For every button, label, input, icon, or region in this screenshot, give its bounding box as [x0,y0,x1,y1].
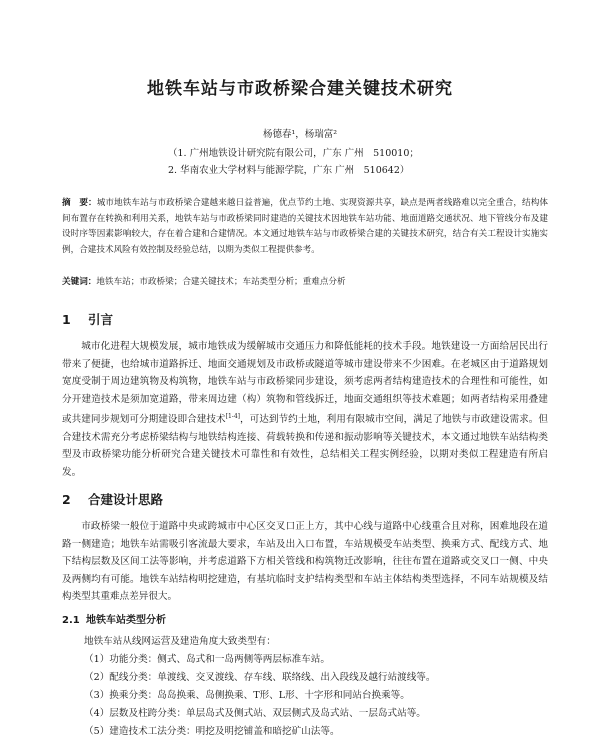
keywords-label: 关键词： [62,277,97,287]
section-1-title: 引言 [88,312,114,327]
affiliation-2: 2. 华南农业大学材料与能源学院，广东 广州 510642） [168,165,410,176]
section-2-heading [62,490,163,508]
section-2-number: 2 [62,492,71,507]
keywords-text: 地铁车站；市政桥梁；合建关键技术；车站类型分析；重难点分析 [96,277,346,287]
section-2-title: 合建设计思路 [88,492,164,507]
list-item: （5）建造技术工法分类：明挖及明挖铺盖和暗挖矿山法等。 [84,726,340,737]
list-item: （1）功能分类：侧式、岛式和一岛两侧等两层标准车站。 [84,654,330,665]
subsection-intro: 地铁车站从线网运营及建造角度大致类型有： [84,636,276,647]
author-line: 杨德春¹，杨瑞富² [262,129,338,140]
subsection-2-1-number: 2.1 [62,615,80,626]
affiliation-1: （1. 广州地铁设计研究院有限公司，广东 广州 510010； [168,148,419,159]
section-1-heading [62,310,113,328]
abstract-label: 摘 要： [62,198,97,208]
keywords [62,275,548,287]
paper-title: 地铁车站与市政桥梁合建关键技术研究 [147,79,453,99]
section-1-paragraph [62,338,548,481]
list-item: （4）层数及柱跨分类：单层岛式及侧式站、双层侧式及岛式站、一层岛式站等。 [84,708,426,719]
list-item: （2）配线分类：单渡线、交叉渡线、存车线、联络线、出入段线及越行站渡线等。 [84,672,436,683]
station-type-list [84,651,435,741]
subsection-2-1-title: 地铁车站类型分析 [86,615,166,626]
section-1-number: 1 [62,312,71,327]
abstract-text: 城市地铁车站与市政桥梁合建越来越日益普遍，优点节约土地、实现资源共享，缺点是两者线路难以完全重合，结构体间布置存在转换和利用关系，地铁车站与市政桥梁同时建造的关键技术因地铁车站功能、地面道路交通状况、地下管线分布及建设时序等因素影响较大，存在着合建和合建情况。本文通过地铁车站与市政桥梁合建的关键技术研究，结合有关工程设计实施实例，合建技术风险有效控制及经验总结，以期为类似工程提供参考。 [62,198,548,255]
section-1-text-end: ，可达到节约土地，利用有限城市空间，满足了地铁与市政建设需求。但合建技术需充分考虑桥梁结构与地铁结构连接、荷载转换和传递和振动影响等关键技术，本文通过地铁车站结构类型及市政桥梁功能分析研究合建关键技术可靠性和有效性，总结相关工程实例经验，以期对类似工程建造有所启发。 [62,414,549,478]
section-2-paragraph: 市政桥梁一般位于道路中央或跨城市中心区交叉口正上方，其中心线与道路中心线重合且对称，困难地段在道路一侧建造；地铁车站需吸引客流最大要求，车站及出入口布置，车站规模受车站类型、换乘方式、配线方式、地下结构层数及区间工法等影响，并考虑道路下方相关管线和构筑物迁改影响，往往布置在道路或交叉口一侧、中央及两侧均有可能。地铁车站结构明挖建造，有基坑临时支护结构类型和车站主体结构类型选择，不同车站规模及结构类型其重难点差异很大。 [62,521,548,602]
citation: [1-4] [225,413,240,420]
section-1-text: 城市化进程大规模发展，城市地铁成为缓解城市交通压力和降低能耗的技术手段。地铁建设一方面给居民出行带来了便捷，也给城市道路拆迁、地面交通规划及市政桥或隧道等城市建设带来不少困难。在老城区由于道路规划宽度受制于周边建筑物及构筑物，地铁车站与市政桥梁同步建设，须考虑两者结构建造技术的合理性和可能性，如分开建造技术是须加宽道路，带来周边建（构）筑物和管线拆迁，地面交通组织等技术难题；如两者结构采用叠建或共建同步规划可分期建设即合建技术 [62,341,548,426]
abstract [62,196,548,258]
list-item: （3）换乘分类：岛岛换乘、岛侧换乘、T形、L形、十字形和同站台换乘等。 [84,690,410,701]
subsection-2-1-heading [62,611,166,626]
